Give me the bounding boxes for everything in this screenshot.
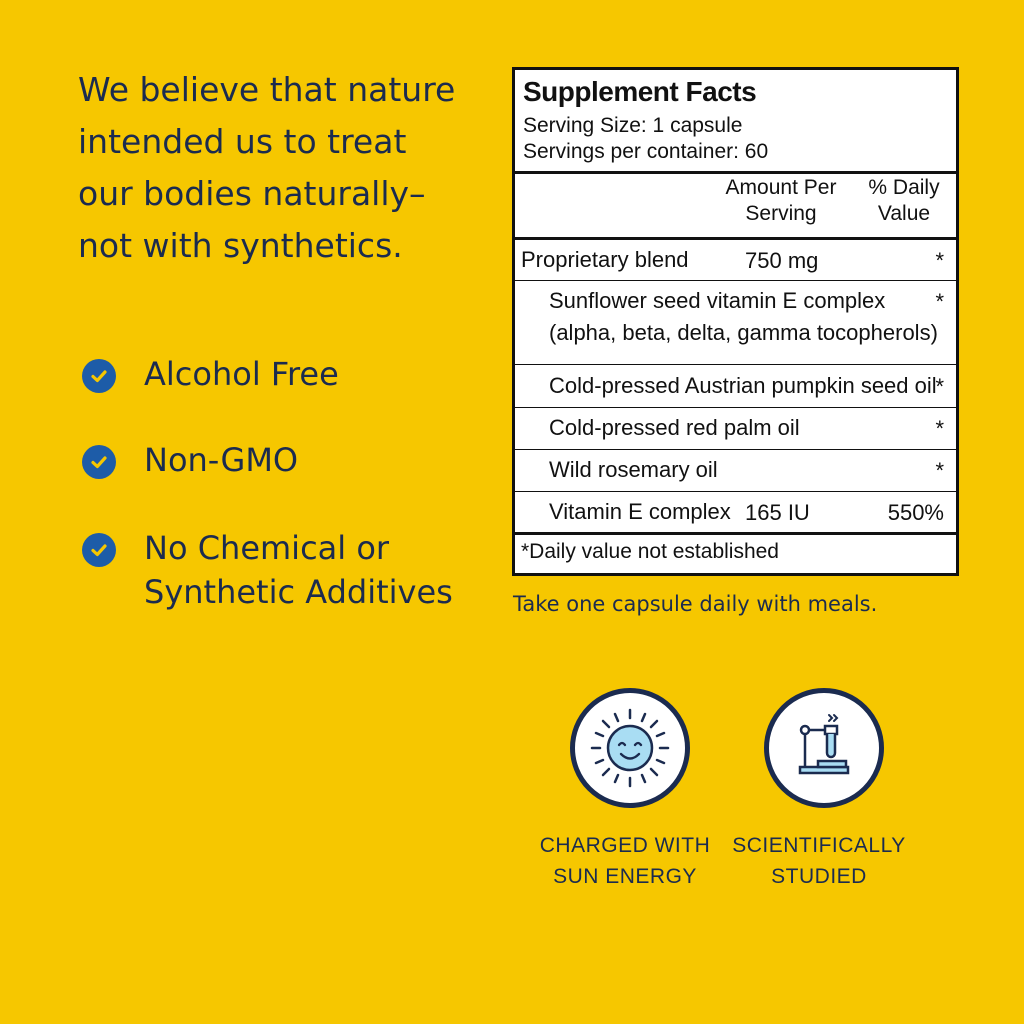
facts-row [515,240,956,281]
ingredient-name: Vitamin E complex [549,499,731,524]
header-line: Amount Per [725,176,837,199]
ingredient-name: Proprietary blend [521,247,689,272]
ingredient-amount: 165 IU [745,500,810,525]
ingredient-daily-value: * [935,458,944,483]
feature-label: Synthetic Additives [144,573,453,611]
badge-label [535,830,715,892]
feature-label: No Chemical or [144,529,390,567]
facts-row [515,408,956,450]
ingredient-daily-value: * [935,248,944,273]
ingredient-daily-value: * [935,289,944,314]
ingredient-daily-value: * [935,374,944,399]
badge-circle [570,688,690,808]
check-icon [82,533,116,567]
facts-title: Supplement Facts [523,76,757,107]
smiling-sun-icon [575,693,685,803]
facts-row [515,281,956,365]
badge-circle [764,688,884,808]
ingredient-name: Wild rosemary oil [549,457,718,482]
badge-label-line: STUDIED [771,865,867,888]
facts-footnote: *Daily value not established [521,540,779,563]
daily-value-column-header [864,175,944,227]
amount-column-header [711,175,851,227]
ingredient-amount: 750 mg [745,248,819,273]
tagline [78,64,478,272]
feature-label: Alcohol Free [144,355,339,393]
ingredient-daily-value: * [935,416,944,441]
facts-row [515,366,956,408]
tagline-line: intended us to treat [78,122,407,161]
badge-label-line: CHARGED WITH [539,834,711,857]
ingredient-name: Cold-pressed red palm oil [549,415,800,440]
badge-label-line: SUN ENERGY [553,865,697,888]
header-line: Serving [745,202,817,225]
header-line: % Daily [868,176,940,199]
serving-size: Serving Size: 1 capsule [523,114,743,137]
ingredient-daily-value: 550% [887,500,944,525]
facts-column-headers [515,171,956,240]
directions-text: Take one capsule daily with meals. [513,592,878,616]
ingredient-name: Sunflower seed vitamin E complex [549,288,886,313]
badge-label [729,830,909,892]
ingredient-name: (alpha, beta, delta, gamma tocopherols) [549,320,938,345]
check-icon [82,359,116,393]
check-icon [82,445,116,479]
supplement-facts-panel [512,67,959,576]
tagline-line: We believe that nature [78,70,456,109]
test-tube-lab-icon [769,693,879,803]
header-line: Value [877,202,931,225]
facts-row [515,492,956,535]
servings-per-container: Servings per container: 60 [523,140,769,163]
ingredient-name: Cold-pressed Austrian pumpkin seed oil [549,373,937,398]
facts-header [515,70,956,174]
tagline-line: not with synthetics. [78,226,403,265]
feature-label: Non-GMO [144,441,299,479]
facts-row [515,450,956,492]
badge-label-line: SCIENTIFICALLY [732,834,906,857]
tagline-line: our bodies naturally– [78,174,426,213]
